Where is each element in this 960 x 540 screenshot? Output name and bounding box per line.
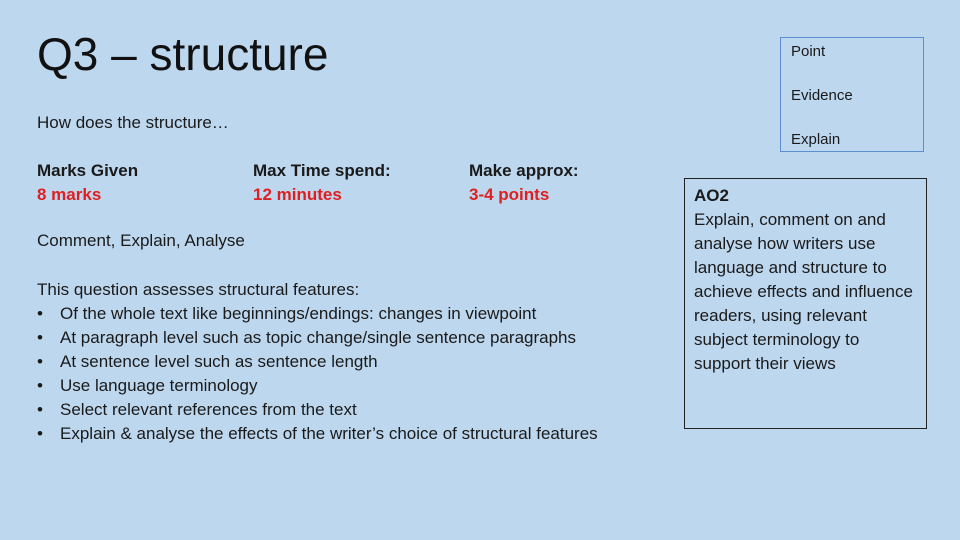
slide-title: Q3 – structure xyxy=(37,28,329,80)
list-item: • Of the whole text like beginnings/endings: changes in viewpoint xyxy=(37,302,677,326)
pee-box xyxy=(780,37,924,152)
assessment-list xyxy=(37,302,677,446)
marks-given xyxy=(37,159,138,207)
list-item: • Select relevant references from the text xyxy=(37,398,677,422)
pee-point: Point xyxy=(791,43,826,60)
pee-evidence: Evidence xyxy=(791,87,853,104)
bullet-icon: • xyxy=(37,328,43,347)
assessment-section xyxy=(37,278,677,446)
bullet-icon: • xyxy=(37,352,43,371)
list-item: • At paragraph level such as topic change/single sentence paragraphs xyxy=(37,326,677,350)
approx-points-label: Make approx: xyxy=(469,161,579,180)
list-item: • Use language terminology xyxy=(37,374,677,398)
max-time-label: Max Time spend: xyxy=(253,161,391,180)
approx-points-value: 3-4 points xyxy=(469,185,550,204)
bullet-icon: • xyxy=(37,304,43,323)
max-time xyxy=(253,159,391,207)
max-time-value: 12 minutes xyxy=(253,185,342,204)
assessment-intro: This question assesses structural features: xyxy=(37,280,360,299)
marks-given-value: 8 marks xyxy=(37,185,102,204)
slide-subtitle: How does the structure… xyxy=(37,113,229,132)
ao2-box xyxy=(684,178,927,429)
bullet-icon: • xyxy=(37,376,43,395)
bullet-icon: • xyxy=(37,400,43,419)
ao2-title: AO2 xyxy=(694,186,729,205)
list-item: • At sentence level such as sentence length xyxy=(37,350,677,374)
list-item: • Explain & analyse the effects of the writer’s choice of structural features xyxy=(37,422,677,446)
skills-line: Comment, Explain, Analyse xyxy=(37,231,245,250)
pee-explain: Explain xyxy=(791,131,841,148)
ao2-text: Explain, comment on and analyse how writers use language and structure to achieve effects and influence readers, using relevant subject terminology to support their views xyxy=(694,210,913,373)
bullet-icon: • xyxy=(37,424,43,443)
approx-points xyxy=(469,159,579,207)
marks-given-label: Marks Given xyxy=(37,161,139,180)
